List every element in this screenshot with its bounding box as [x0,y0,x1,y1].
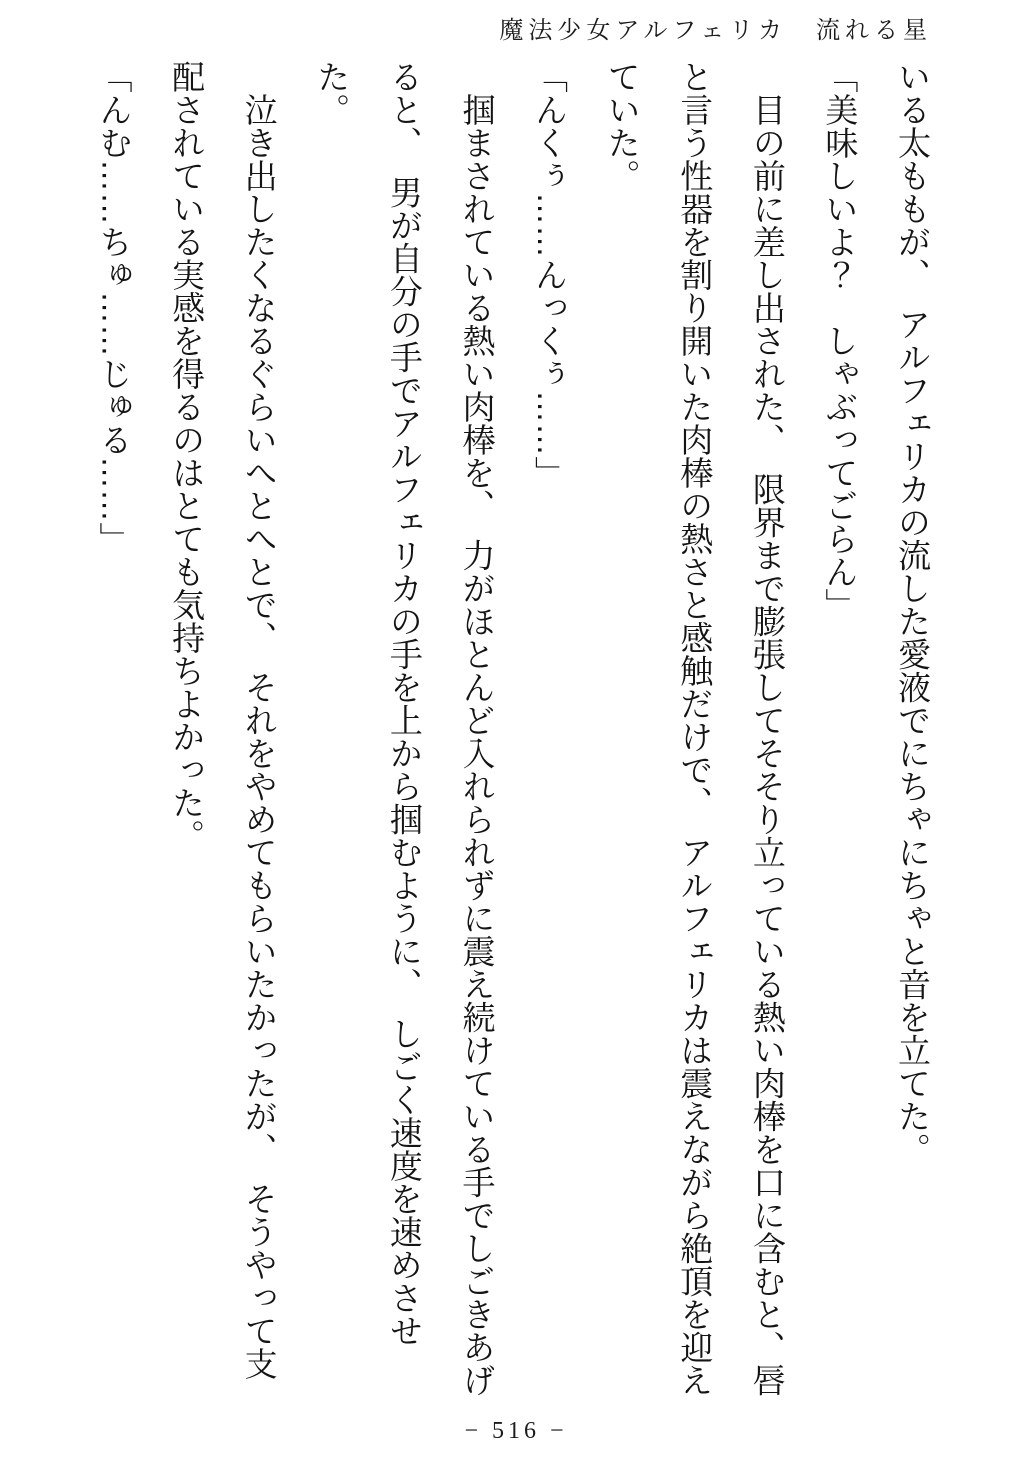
page-number: − 516 − [464,1418,568,1444]
paragraph: 掴まされている熱い肉棒を、 力がほとんど入れられずに震え続けている手でしごきあげると、 男が自分の手でアルフェリカの手を上から掴むように、 しごく速度を速めさせた。 [313,60,496,1397]
paragraph: いる太ももが、 アルフェリカの流した愛液でにちゃにちゃと音を立てた。 [894,60,931,1166]
body-text [77,60,948,1400]
paragraph: 泣き出したくなるぐらいへとへとで、 それをやめてもらいたかったが、 そうやって支配されている実感を得るのはとても気持ちよかった。 [168,60,278,1380]
paragraph-dialogue: 「美味しいよ？ しゃぶってごらん」 [821,60,859,621]
paragraph-dialogue: 「んむ……ちゅ……じゅる……」 [95,60,133,555]
paragraph: 目の前に差し出された、 限界まで膨張してそそり立っている熱い肉棒を口に含むと、唇と言う性器を割り開いた肉棒の熱さと感触だけで、 アルフェリカは震えながら絶頂を迎えていた。 [603,60,786,1397]
paragraph-dialogue: 「んくぅ……んっくぅ……」 [531,60,569,489]
running-head-title: 魔法少女アルフェリカ 流れる星 [499,18,932,44]
